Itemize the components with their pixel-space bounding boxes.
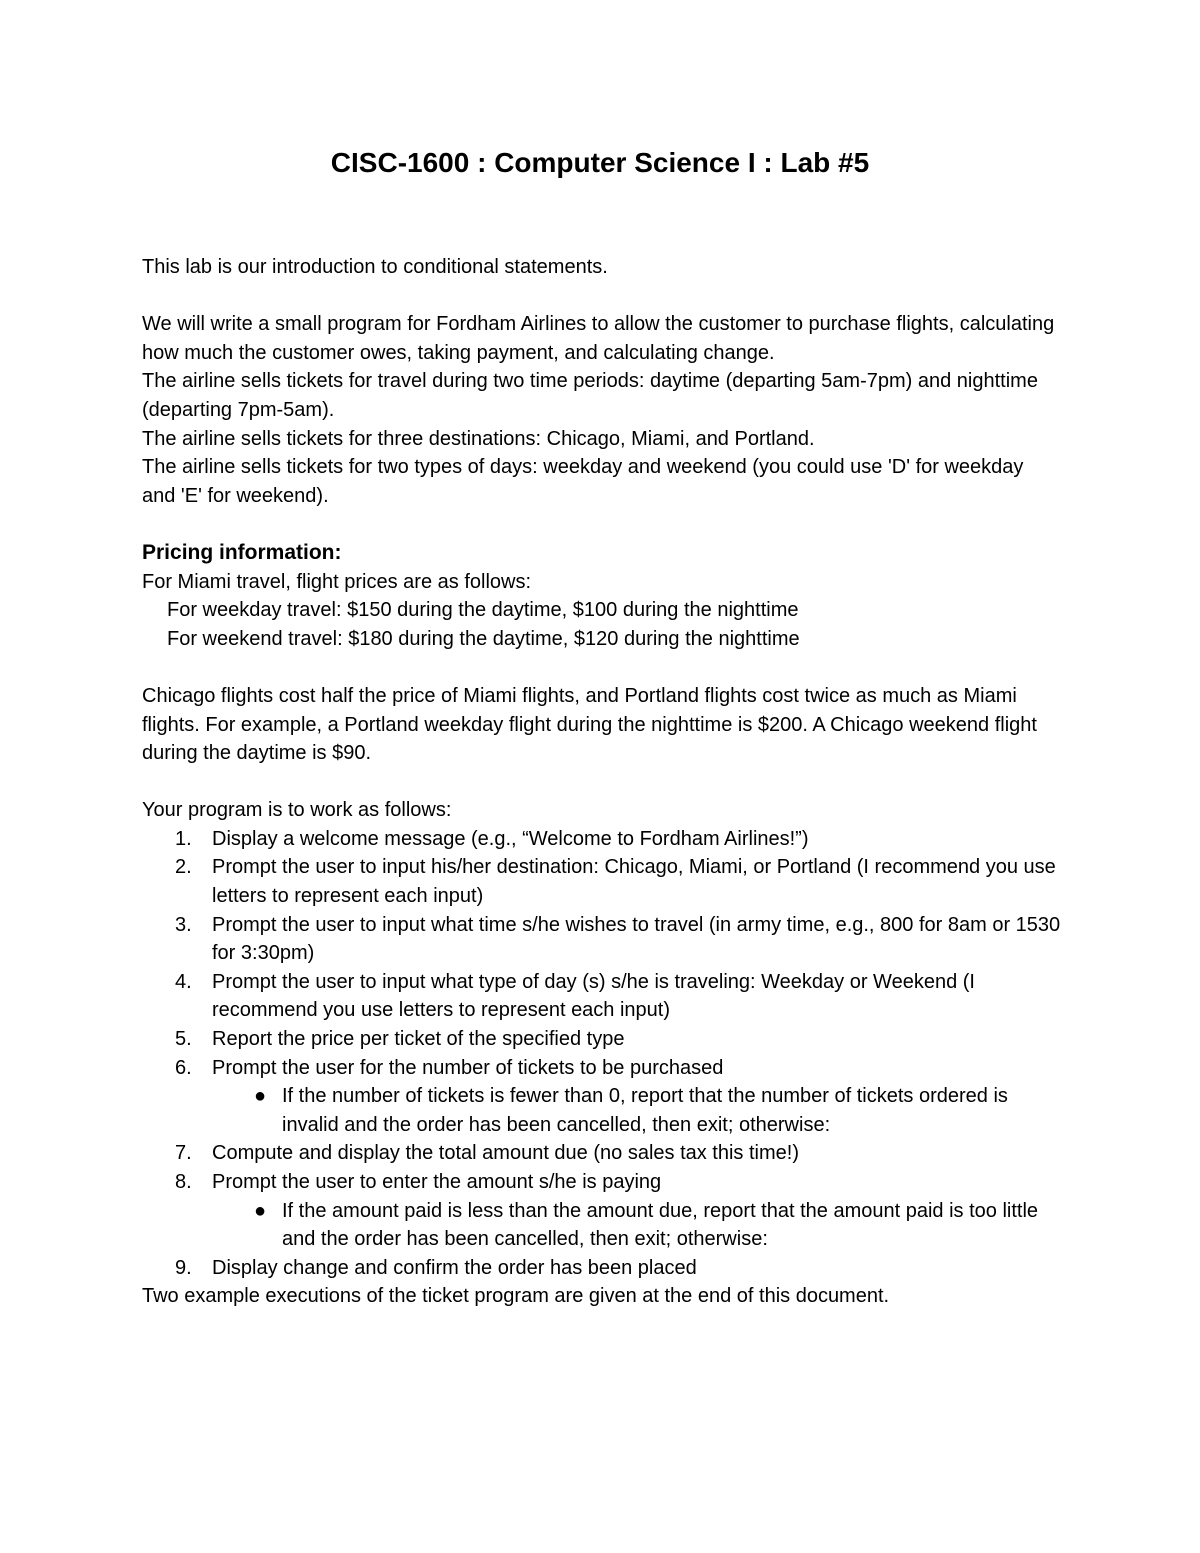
step-text: Prompt the user for the number of tickets to be purchased <box>212 1056 724 1079</box>
step-number: 7. <box>175 1142 192 1165</box>
steps-list <box>142 1254 1062 1283</box>
list-item <box>142 911 1062 968</box>
list-item <box>142 1054 1062 1083</box>
list-item <box>142 1254 1062 1283</box>
page-title: CISC-1600 : Computer Science I : Lab #5 <box>330 147 870 178</box>
list-item <box>142 853 1062 910</box>
pricing-note: Chicago flights cost half the price of Miami flights, and Portland flights cost twice as much as Miami flights. For example, a Portland weekday flight during the nighttime is $200. A Chicago weekend flight during the daytime is $90. <box>142 684 1037 765</box>
sub-step-text: If the number of tickets is fewer than 0, report that the number of tickets ordered is invalid and the order has been cancelled, then exit; otherwise: <box>282 1085 1008 1136</box>
sub-list <box>142 1082 1062 1139</box>
step-number: 5. <box>175 1028 192 1051</box>
step-number: 6. <box>175 1056 192 1079</box>
step-number: 4. <box>175 970 192 993</box>
step-number: 2. <box>175 856 192 879</box>
sub-step-text: If the amount paid is less than the amount due, report that the amount paid is too little and the order has been cancelled, then exit; otherwise: <box>282 1199 1039 1251</box>
pricing-heading: Pricing information: <box>142 540 342 564</box>
list-item <box>142 1168 1062 1197</box>
program-lead: Your program is to work as follows: <box>142 799 452 822</box>
description-line: The airline sells tickets for two types of days: weekday and weekend (you could use 'D' for weekday and 'E' for weekend). <box>142 456 1024 507</box>
steps-list <box>142 1139 1062 1196</box>
list-item <box>142 1025 1062 1054</box>
step-text: Display a welcome message (e.g., “Welcome to Fordham Airlines!”) <box>212 827 809 850</box>
step-text: Prompt the user to input his/her destination: Chicago, Miami, or Portland (I recommend you use letters to represent each input) <box>212 856 1056 908</box>
step-text: Report the price per ticket of the specified type <box>212 1028 625 1051</box>
sub-list <box>142 1197 1062 1254</box>
pricing-weekend: For weekend travel: $180 during the daytime, $120 during the nighttime <box>167 627 800 650</box>
list-item <box>142 1139 1062 1168</box>
bullet-icon: ● <box>254 1085 267 1108</box>
bullet-icon: ● <box>254 1199 267 1222</box>
closing-paragraph: Two example executions of the ticket program are given at the end of this document. <box>142 1285 890 1308</box>
step-number: 1. <box>175 827 192 850</box>
intro-paragraph: This lab is our introduction to conditional statements. <box>142 256 608 278</box>
step-text: Prompt the user to enter the amount s/he is paying <box>212 1171 662 1193</box>
step-text: Prompt the user to input what time s/he wishes to travel (in army time, e.g., 800 for 8am or 1530 for 3:30pm) <box>212 913 1061 965</box>
steps-list <box>142 825 1062 1082</box>
step-number: 9. <box>175 1256 192 1279</box>
pricing-lead: For Miami travel, flight prices are as follows: <box>142 570 532 593</box>
step-number: 8. <box>175 1171 192 1193</box>
list-item <box>142 825 1062 854</box>
step-text: Prompt the user to input what type of day (s) s/he is traveling: Weekday or Weekend (I recommend you use letters to represent each input) <box>212 970 975 1022</box>
sub-list-item <box>142 1197 1062 1254</box>
description-line: The airline sells tickets for three destinations: Chicago, Miami, and Portland. <box>142 427 815 450</box>
step-text: Display change and confirm the order has been placed <box>212 1256 697 1279</box>
description-line: The airline sells tickets for travel during two time periods: daytime (departing 5am-7pm) and nighttime (departing 7pm-5am). <box>142 370 1038 421</box>
pricing-weekday: For weekday travel: $150 during the daytime, $100 during the nighttime <box>167 599 799 622</box>
step-text: Compute and display the total amount due (no sales tax this time!) <box>212 1142 799 1165</box>
list-item <box>142 968 1062 1025</box>
sub-list-item <box>142 1082 1062 1139</box>
description-line: We will write a small program for Fordham Airlines to allow the customer to purchase flights, calculating how much the customer owes, taking payment, and calculating change. <box>142 313 1055 364</box>
step-number: 3. <box>175 913 192 936</box>
document-body <box>142 253 1062 1311</box>
